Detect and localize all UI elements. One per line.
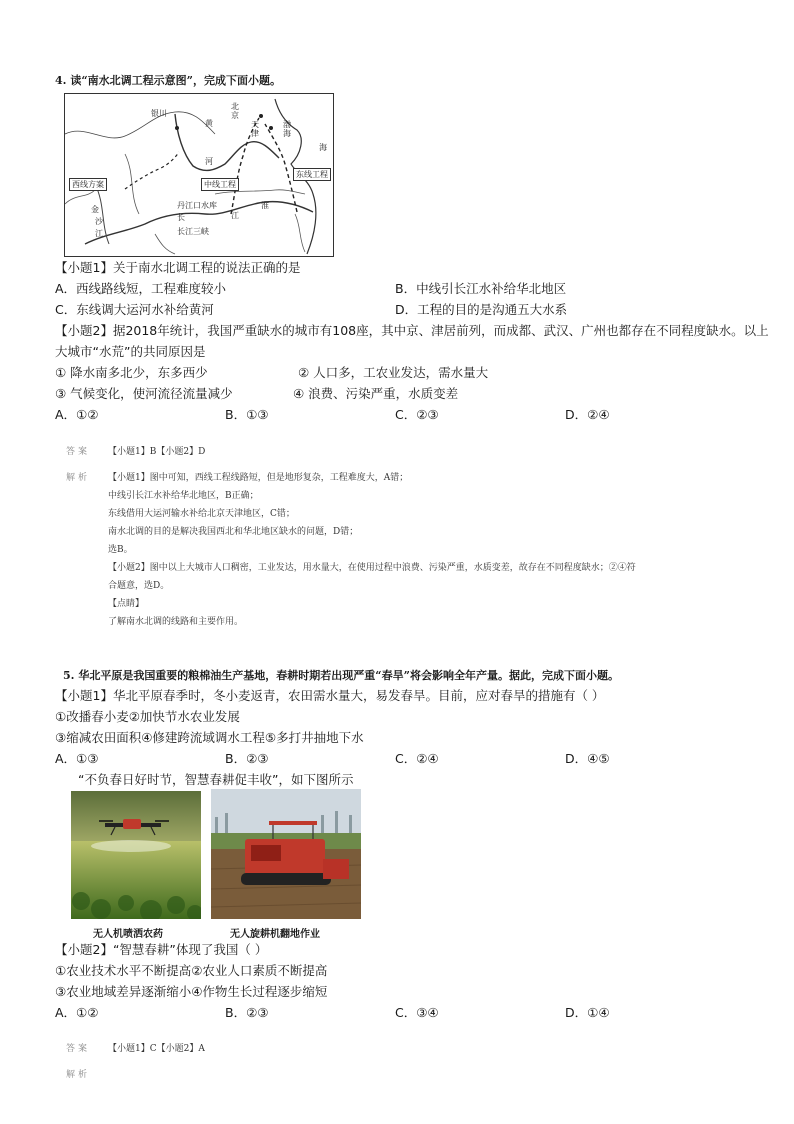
q4-analysis-line-3: 东线借用大运河输水补给北京天津地区，C错； [108, 509, 295, 519]
map-label-huai: 淮 [261, 201, 269, 210]
q5-sub1-option-c: C．②④ [395, 751, 439, 766]
q5-answer-label: 答案 [66, 1044, 91, 1054]
q4-analysis-label: 解析 [66, 473, 91, 483]
q5-sub1-option-a: A．①③ [55, 751, 99, 766]
q4-analysis-line-4: 南水北调的目的是解决我国西北和华北地区缺水的问题，D错； [108, 527, 359, 537]
map-label-jiang: 江 [231, 211, 239, 220]
q5-intro: “不负春日好时节，智慧春耕促丰收”，如下图所示 [78, 772, 354, 787]
q5-sub2-option-a: A．①② [55, 1005, 99, 1020]
q4-sub2-item-1: ① 降水南多北少，东多西少 [55, 365, 208, 380]
q4-sub2-option-c: C．②③ [395, 407, 439, 422]
caption-rotary-tiller: 无人旋耕机翻地作业 [230, 929, 320, 940]
q4-sub2-option-a: A．①② [55, 407, 99, 422]
caption-drone-spraying: 无人机喷洒农药 [93, 929, 163, 940]
q4-sub1-option-c: C．东线调大运河水补给黄河 [55, 302, 214, 317]
q5-sub2-option-d: D．①④ [565, 1005, 610, 1020]
map-label-beijing: 北京 [231, 102, 239, 120]
map-label-changjiang-sanxia: 长江三峡 [177, 227, 209, 236]
q4-sub1-option-d: D．工程的目的是沟通五大水系 [395, 302, 568, 317]
map-label-jin: 金 [91, 205, 99, 214]
q4-analysis-line-8: 【点睛】 [108, 599, 145, 609]
rotary-tiller-drawing [211, 789, 361, 919]
q4-sub1-stem: 【小题1】关于南水北调工程的说法正确的是 [55, 260, 301, 275]
map-box-western-route: 西线方案 [69, 178, 107, 191]
q4-analysis-line-6: 【小题2】图中以上大城市人口稠密，工业发达，用水量大，在使用过程中浪费、污染严重，水质变差，故存在不同程度缺水；②④符 [108, 563, 636, 573]
map-label-he: 河 [205, 157, 213, 166]
q5-sub2-stem: 【小题2】“智慧春耕”体现了我国（ ） [55, 942, 268, 957]
q4-sub2-item-3: ③ 气候变化，使河流径流量减少 [55, 386, 233, 401]
q4-analysis-line-1: 【小题1】图中可知，西线工程线路短，但是地形复杂，工程难度大，A错； [108, 473, 409, 483]
q4-sub2-stem-line1: 【小题2】据2018年统计，我国严重缺水的城市有108座，其中京、津居前列，而成都、武汉、广州也都存在不同程度缺水。以上 [55, 323, 769, 338]
q5-analysis-label: 解析 [66, 1070, 91, 1080]
q4-sub2-item-2: ② 人口多，工农业发达，需水量大 [298, 365, 489, 380]
q5-sub2-items-line2: ③农业地域差异逐渐缩小④作物生长过程逐步缩短 [55, 984, 328, 999]
q5-sub1-option-d: D．④⑤ [565, 751, 610, 766]
q5-title: 5. 华北平原是我国重要的粮棉油生产基地，春耕时期若出现严重“春旱”将会影响全年产量。据此，完成下面小题。 [63, 669, 619, 682]
map-box-middle-route: 中线工程 [201, 178, 239, 191]
drone-spraying-photo [71, 791, 201, 919]
q5-sub1-option-b: B．②③ [225, 751, 269, 766]
map-label-danjiangkou: 丹江口水库 [177, 201, 217, 210]
q5-sub1-stem: 【小题1】华北平原春季时，冬小麦返青，农田需水量大，易发春旱。目前，应对春旱的措施有（ ） [55, 688, 605, 703]
q4-sub1-option-b: B．中线引长江水补给华北地区 [395, 281, 567, 296]
q4-sub2-option-b: B．①③ [225, 407, 269, 422]
q4-analysis-line-7: 合题意，选D。 [108, 581, 170, 591]
south-north-water-diversion-map [64, 93, 334, 257]
map-box-eastern-route: 东线工程 [293, 168, 331, 181]
map-label-yinchuan: 银川 [151, 109, 167, 118]
q5-sub2-items-line1: ①农业技术水平不断提高②农业人口素质不断提高 [55, 963, 328, 978]
q5-sub1-items-line2: ③缩减农田面积④修建跨流域调水工程⑤多打井抽地下水 [55, 730, 364, 745]
map-label-bohai: 渤海 [283, 120, 291, 138]
q5-sub1-items-line1: ①改播春小麦②加快节水农业发展 [55, 709, 240, 724]
map-label-sea: 海 [319, 143, 327, 152]
drone-spraying-drawing [71, 791, 201, 919]
q4-sub1-option-a: A．西线路线短，工程难度较小 [55, 281, 227, 296]
q4-answer-label: 答案 [66, 447, 91, 457]
map-label-sha: 沙 [95, 217, 103, 226]
map-label-jiang2: 江 [95, 229, 103, 238]
q4-analysis-line-2: 中线引长江水补给华北地区，B正确； [108, 491, 259, 501]
rotary-tiller-photo [211, 789, 361, 919]
q4-analysis-line-5: 选B。 [108, 545, 133, 555]
q4-answer: 【小题1】B【小题2】D [108, 447, 206, 457]
q4-title: 4. 读“南水北调工程示意图”，完成下面小题。 [55, 74, 281, 87]
map-label-huang: 黄 [205, 119, 213, 128]
q4-analysis-line-9: 了解南水北调的线路和主要作用。 [108, 617, 244, 627]
q4-sub2-item-4: ④ 浪费、污染严重，水质变差 [293, 386, 459, 401]
map-label-tianjin: 天津 [251, 120, 259, 138]
map-label-chang: 长 [177, 213, 185, 222]
q5-sub2-option-b: B．②③ [225, 1005, 269, 1020]
q5-answer: 【小题1】C【小题2】A [108, 1044, 205, 1054]
q4-sub2-stem-line2: 大城市“水荒”的共同原因是 [55, 344, 206, 359]
q4-sub2-option-d: D．②④ [565, 407, 610, 422]
q5-sub2-option-c: C．③④ [395, 1005, 439, 1020]
